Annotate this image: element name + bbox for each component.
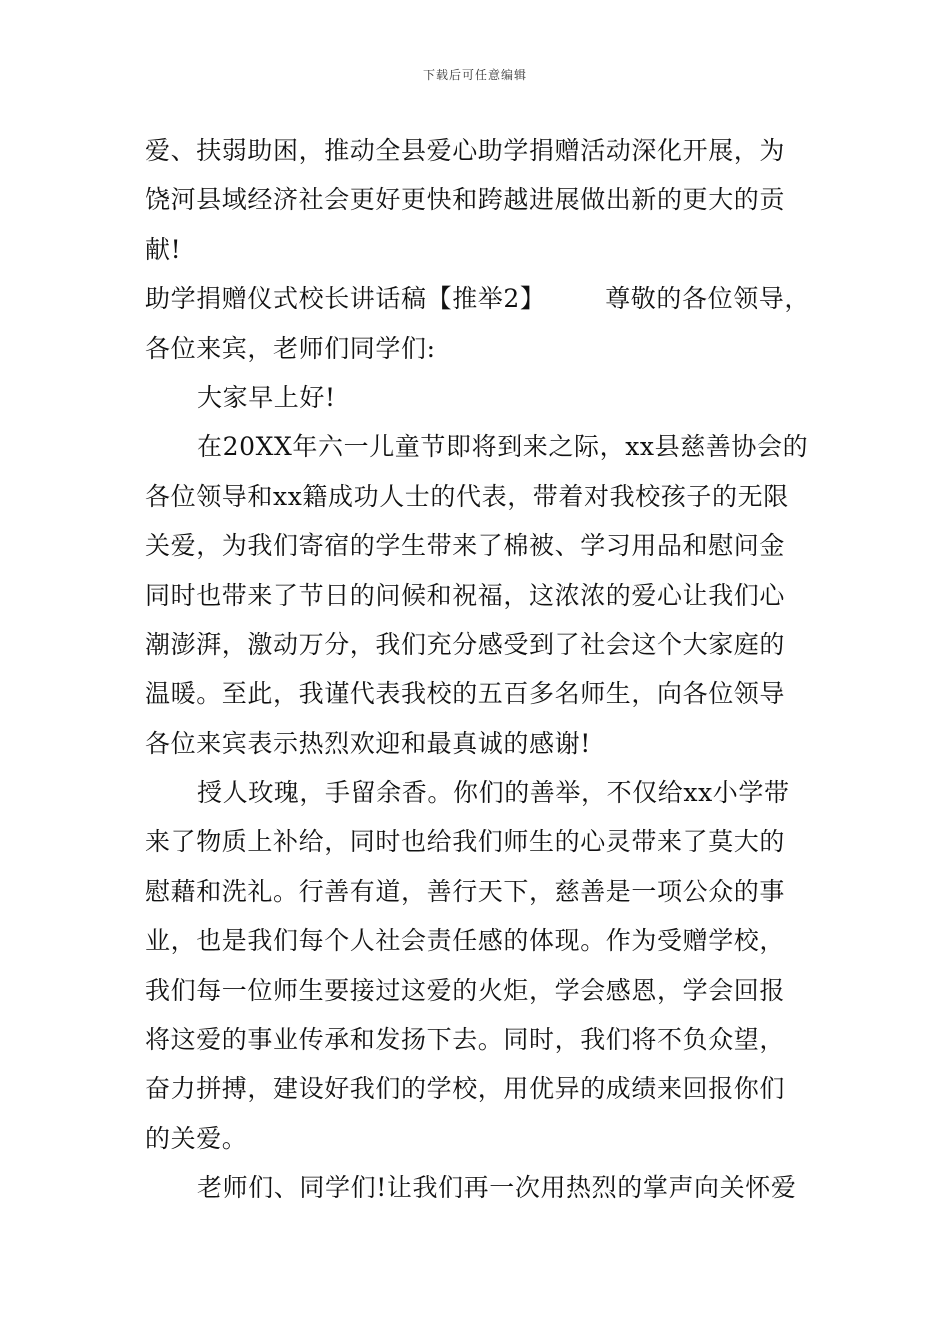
paragraph-start: 授人玫瑰，手留余香。你们的善举，不仅给xx小学带: [197, 778, 790, 808]
text-line: 慰藉和洗礼。行善有道，善行天下，慈善是一项公众的事: [145, 876, 786, 906]
text-line: 同时也带来了节日的问候和祝福，这浓浓的爱心让我们心: [145, 580, 786, 610]
paragraph-start: 在20XX年六一儿童节即将到来之际，xx县慈善协会的: [197, 432, 809, 462]
greeting-line: 大家早上好!: [197, 382, 336, 412]
text-line: 将这爱的事业传承和发扬下去。同时，我们将不负众望，: [145, 1025, 786, 1055]
text-line: 关爱，为我们寄宿的学生带来了棉被、学习用品和慰问金: [145, 531, 786, 561]
section-title: 助学捐赠仪式校长讲话稿【推举2】: [145, 284, 546, 314]
text-line: 的关爱。: [145, 1123, 248, 1153]
text-line: 饶河县域经济社会更好更快和跨越进展做出新的更大的贡: [145, 185, 786, 215]
salutation-start: 尊敬的各位领导，: [605, 284, 810, 314]
document-body: [145, 126, 810, 1213]
text-line: 业，也是我们每个人社会责任感的体现。作为受赠学校，: [145, 926, 786, 956]
text-line: 温暖。至此，我谨代表我校的五百多名师生，向各位领导: [145, 679, 786, 709]
text-line: 各位来宾，老师们同学们:: [145, 333, 436, 363]
text-line: 献!: [145, 234, 182, 264]
text-line: 各位来宾表示热烈欢迎和最真诚的感谢!: [145, 728, 591, 758]
text-line: 我们每一位师生要接过这爱的火炬，学会感恩，学会回报: [145, 975, 786, 1005]
text-line: 奋力拼搏，建设好我们的学校，用优异的成绩来回报你们: [145, 1074, 786, 1104]
text-line: 爱、扶弱助困，推动全县爱心助学捐赠活动深化开展，为: [145, 136, 786, 165]
paragraph-start: 老师们、同学们!让我们再一次用热烈的掌声向关怀爱: [197, 1173, 797, 1203]
text-line: 潮澎湃，激动万分，我们充分感受到了社会这个大家庭的: [145, 629, 786, 659]
text-line: 来了物质上补给，同时也给我们师生的心灵带来了莫大的: [145, 827, 786, 857]
section-title-line: [145, 274, 810, 323]
header-note: 下载后可任意编辑: [422, 68, 527, 82]
text-line: 各位领导和xx籍成功人士的代表，带着对我校孩子的无限: [145, 481, 789, 511]
